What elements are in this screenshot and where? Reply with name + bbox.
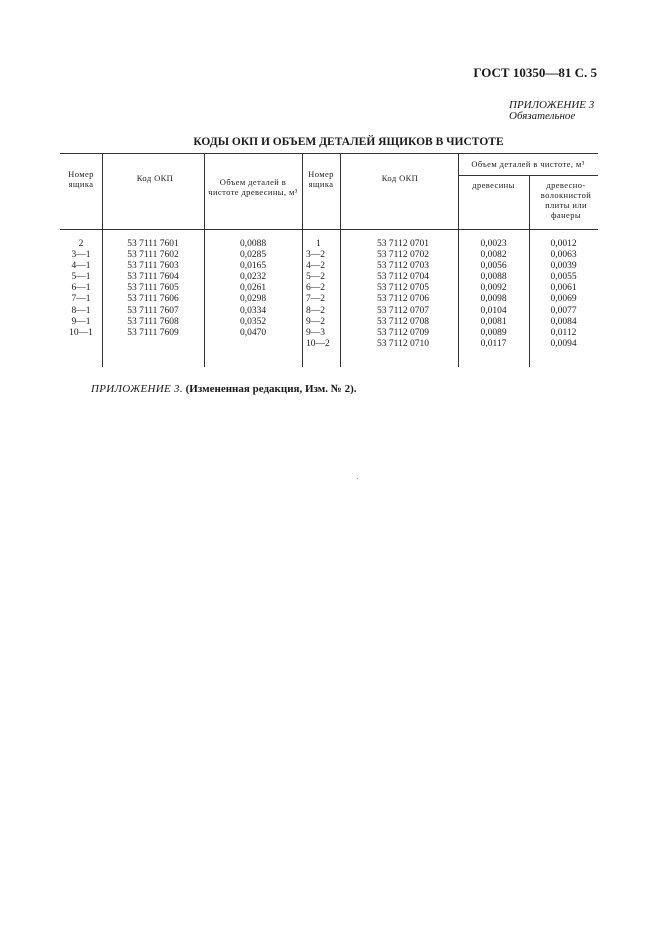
table-cell: 2 (78, 239, 84, 249)
table-cell: 0,0081 (480, 316, 507, 327)
table-cell: 53 7112 0705 (377, 283, 429, 294)
table-cell: 0,0055 (550, 272, 577, 283)
table-cell: 53 7112 0702 (377, 250, 429, 261)
page-header-doc-ref: ГОСТ 10350—81 С. 5 (473, 65, 597, 80)
table-cell: 53 7111 7608 (127, 316, 179, 327)
table-cell: 5—1 (71, 272, 91, 283)
column-volume-wood (458, 239, 529, 350)
footer-revision-note: (Измененная редакция, Изм. № 2). (185, 383, 357, 395)
table-cell: 53 7112 0701 (377, 239, 429, 249)
table-cell: 0,0056 (480, 261, 507, 272)
table-cell: 0,0089 (480, 327, 507, 338)
table-cell: 0,0334 (239, 305, 267, 316)
table-cell: 0,0023 (480, 239, 507, 249)
header-okp-code-right: Код ОКП (381, 173, 419, 183)
header-volume-wood: древесины (472, 180, 515, 190)
table-cell: 10—1 (69, 327, 93, 338)
table-title: КОДЫ ОКП И ОБЪЕМ ДЕТАЛЕЙ ЯЩИКОВ В ЧИСТОТЕ (193, 136, 504, 148)
appendix-status: Обязательное (509, 110, 576, 122)
column-volume-left (204, 239, 302, 339)
table-cell: 6—1 (71, 283, 91, 294)
table-cell: 0,0088 (239, 239, 267, 249)
table-cell: 0,0039 (550, 261, 577, 272)
table-cell: 0,0088 (480, 272, 507, 283)
scan-speck (357, 478, 358, 479)
column-box-number-right (306, 239, 338, 350)
table-cell: 3—2 (306, 250, 325, 261)
col-divider-4 (340, 153, 341, 367)
table-cell: 9—1 (71, 316, 91, 327)
table-cell: 53 7111 7605 (127, 283, 179, 294)
table-cell: 8—2 (306, 305, 325, 316)
table-cell: 0,0470 (239, 327, 267, 338)
column-okp-code-left (108, 239, 198, 339)
footer-note (91, 383, 357, 395)
table-cell: 0,0061 (550, 283, 577, 294)
volume-group-rule (458, 175, 598, 176)
table-cell: 53 7112 0704 (377, 272, 429, 283)
header-okp-code-left: Код ОКП (136, 173, 174, 183)
header-volume-left: Объем деталей в чистоте древесины, м³ (208, 177, 298, 197)
table-cell: 3—1 (71, 250, 91, 261)
table-cell: 0,0261 (239, 283, 267, 294)
table-cell: 0,0012 (550, 239, 577, 249)
table-cell: 7—1 (71, 294, 91, 305)
table-cell: 53 7112 0707 (377, 305, 429, 316)
table-cell: 9—2 (306, 316, 325, 327)
okp-volume-table (60, 153, 598, 367)
table-cell: 10—2 (306, 338, 330, 349)
footer-appendix-ref: ПРИЛОЖЕНИЕ 3. (91, 383, 183, 395)
table-cell: 0,0112 (550, 327, 577, 338)
table-cell: 0,0298 (239, 294, 267, 305)
table-cell: 53 7112 0709 (377, 327, 429, 338)
appendix-block (509, 100, 594, 122)
table-cell: 53 7112 0703 (377, 261, 429, 272)
table-cell: 53 7111 7609 (127, 327, 179, 338)
col-divider-1 (102, 153, 103, 367)
header-bottom-rule (60, 229, 598, 230)
table-cell: 0,0165 (239, 261, 267, 272)
table-cell: 0,0069 (550, 294, 577, 305)
table-cell: 53 7112 0710 (377, 338, 429, 349)
table-cell: 0,0063 (550, 250, 577, 261)
table-cell: 53 7111 7602 (127, 250, 179, 261)
header-box-number-left: Номер ящика (68, 169, 94, 189)
table-cell: 0,0084 (550, 316, 577, 327)
header-volume-fiberboard: древесно-волокнистой плиты или фанеры (540, 180, 592, 220)
table-cell: 8—1 (71, 305, 91, 316)
table-cell: 0,0098 (480, 294, 507, 305)
table-cell: 5—2 (306, 272, 325, 283)
table-cell: 53 7111 7606 (127, 294, 179, 305)
table-cell: 0,0092 (480, 283, 507, 294)
column-volume-fiberboard (529, 239, 598, 350)
column-okp-code-right (354, 239, 452, 350)
table-cell: 9—3 (306, 327, 325, 338)
table-cell: 53 7112 0708 (377, 316, 429, 327)
table-cell: 0,0352 (239, 316, 267, 327)
table-cell: 6—2 (306, 283, 325, 294)
table-cell: 53 7112 0706 (377, 294, 429, 305)
table-cell: 0,0094 (550, 338, 577, 349)
table-cell: 0,0104 (480, 305, 507, 316)
table-cell: 0,0077 (550, 305, 577, 316)
appendix-title: ПРИЛОЖЕНИЕ 3 (509, 99, 595, 111)
header-volume-group: Объем деталей в чистоте, м³ (471, 159, 585, 169)
table-cell: 0,0232 (239, 272, 267, 283)
table-cell: 0,0082 (480, 250, 507, 261)
column-box-number-left (60, 239, 102, 339)
table-cell: 53 7111 7607 (127, 305, 179, 316)
table-cell: 53 7111 7604 (127, 272, 179, 283)
table-cell: 4—2 (306, 261, 325, 272)
table-cell: 0,0285 (239, 250, 267, 261)
header-box-number-right: Номер ящика (308, 169, 334, 189)
table-top-rule (60, 153, 598, 154)
table-cell: 0,0117 (480, 338, 507, 349)
table-cell: 4—1 (71, 261, 91, 272)
table-cell: 53 7111 7603 (127, 261, 179, 272)
table-cell: 1 (316, 239, 321, 249)
table-cell: 7—2 (306, 294, 325, 305)
table-cell: 53 7111 7601 (127, 239, 179, 249)
